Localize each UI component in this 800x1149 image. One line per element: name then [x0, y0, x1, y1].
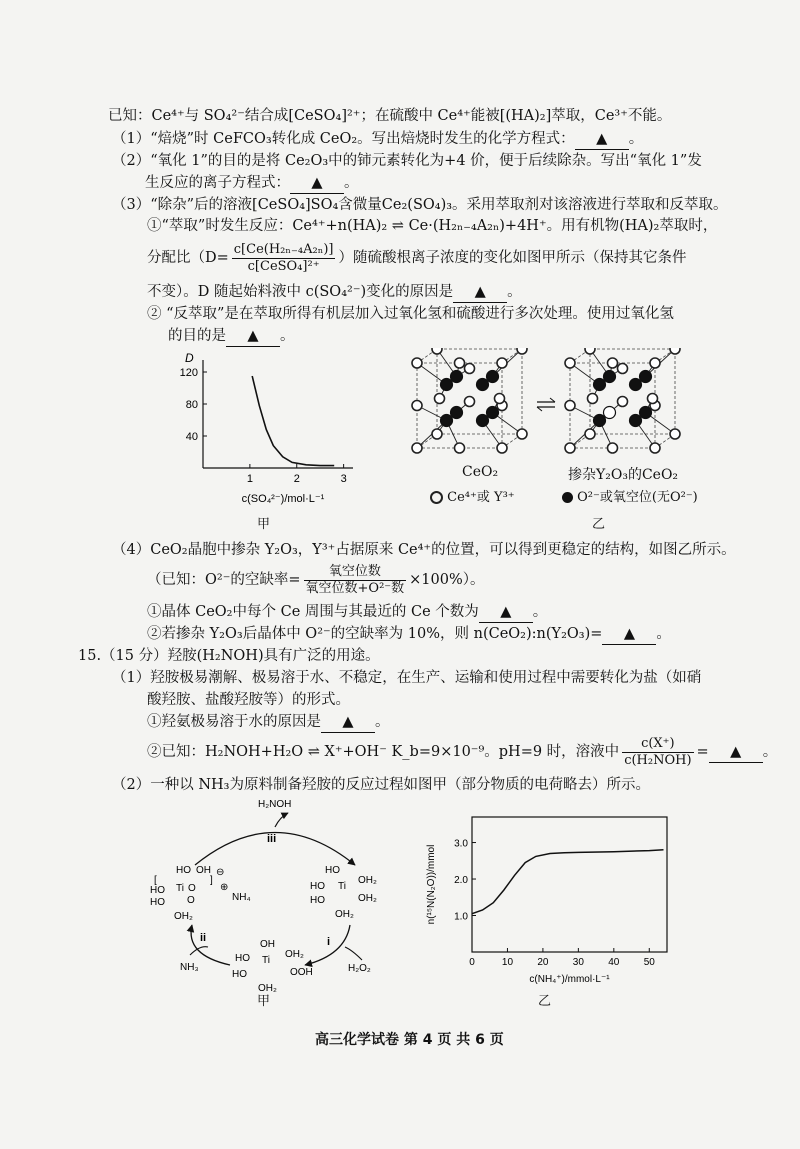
chart-jia	[168, 348, 368, 508]
y-tick-label: 120	[179, 367, 198, 379]
cation-atom	[588, 394, 598, 404]
data-curve	[252, 376, 334, 466]
y-tick-label: 1.0	[454, 911, 468, 923]
vacancy-rate-fraction: $\frac{\text{氧空位数}}{\text{氧空位数+O²⁻数}}$	[305, 563, 405, 596]
oxygen-atom	[451, 371, 463, 383]
arrow-h2o2-in	[345, 947, 362, 960]
oxygen-atom	[441, 415, 453, 427]
cation-atom	[650, 443, 660, 453]
complex-left	[150, 865, 251, 922]
legend-left: Ce⁴⁺或 Y³⁺	[430, 486, 515, 505]
cation-atom	[495, 394, 505, 404]
answer-blank[interactable]: ▲	[290, 173, 344, 194]
cation-atom	[565, 358, 575, 368]
figure-jia2-caption: 甲	[257, 994, 271, 1009]
cation-atom	[465, 364, 475, 374]
svg-text:O: O	[188, 883, 196, 894]
cation-atom	[465, 397, 475, 407]
svg-text:⊖: ⊖	[216, 867, 225, 878]
svg-text:OH₂: OH₂	[335, 909, 354, 920]
svg-text:HO: HO	[235, 953, 250, 964]
y-tick-label: 40	[185, 431, 198, 443]
cation-atom	[412, 401, 422, 411]
cation-atom	[432, 348, 442, 354]
cation-atom	[565, 443, 575, 453]
cation-atom	[497, 443, 507, 453]
oxygen-atom	[441, 379, 453, 391]
cation-atom	[497, 358, 507, 368]
chart-yi	[420, 812, 690, 992]
crystal-left-label: CeO₂	[462, 464, 499, 480]
arrow-h2noh-release	[275, 813, 288, 827]
oxygen-atom	[594, 415, 606, 427]
x-tick-label: 50	[643, 957, 655, 968]
x-tick-label: 20	[537, 957, 549, 968]
x-tick-label: 40	[608, 957, 620, 968]
y-tick-label: 2.0	[454, 875, 468, 887]
cation-atom	[455, 443, 465, 453]
svg-text:OOH: OOH	[290, 967, 313, 978]
oxygen-atom	[604, 371, 616, 383]
cation-atom	[585, 429, 595, 439]
question-15-1b: 酸羟胺、盐酸羟胺等）的形式。	[147, 692, 350, 708]
cation-atom	[412, 358, 422, 368]
svg-text:⊕: ⊕	[220, 882, 229, 893]
question-15-header: 15.（15 分）羟胺(H₂NOH)具有广泛的用途。	[78, 648, 380, 664]
svg-text:OH₂: OH₂	[174, 911, 193, 922]
oxygen-atom	[487, 407, 499, 419]
figure-yi2-caption: 乙	[538, 994, 552, 1009]
filled-circle-icon	[562, 492, 573, 503]
svg-text:Ti: Ti	[338, 881, 346, 892]
svg-text:[: [	[154, 875, 157, 886]
answer-blank[interactable]: ▲	[709, 742, 763, 763]
question-1: （1）“焙烧”时 CeFCO₃转化成 CeO₂。写出焙烧时发生的化学方程式： ▲ 。	[112, 129, 643, 150]
answer-blank[interactable]: ▲	[575, 129, 629, 150]
svg-text:HO: HO	[150, 897, 165, 908]
question-15-1a: （1）羟胺极易潮解、极易溶于水、不稳定，在生产、运输和使用过程中需要转化为盐（如硝	[112, 670, 702, 686]
complex-bottom	[232, 939, 313, 994]
cycle-nh4-label: NH₄	[232, 892, 251, 903]
oxygen-atom	[594, 379, 606, 391]
arrow-ii	[191, 925, 230, 965]
answer-blank[interactable]: ▲	[479, 602, 533, 623]
cycle-i-label: i	[327, 936, 331, 948]
answer-blank[interactable]: ▲	[226, 326, 280, 347]
question-3-2a: ② “反萃取”是在萃取所得有机层加入过氧化氢和硫酸进行多次处理。使用过氧化氢	[147, 306, 674, 322]
oxygen-atom	[477, 415, 489, 427]
svg-text:OH₂: OH₂	[358, 875, 377, 886]
svg-text:HO: HO	[232, 969, 247, 980]
question-2-line1: （2）“氧化 1”的目的是将 Ce₂O₃中的铈元素转化为+4 价，便于后续除杂。写出“氧化 1”发	[112, 153, 702, 169]
x-tick-label: 10	[501, 957, 514, 968]
cation-atom	[585, 348, 595, 354]
cycle-h2noh-label: H₂NOH	[258, 799, 292, 810]
svg-text:HO: HO	[310, 895, 325, 906]
question-3-1a: ①“萃取”时发生反应：Ce⁴⁺+n(HA)₂ ⇌ Ce·(H₂ₙ₋₄A₂ₙ)+4H⁺。用有机物(HA)₂萃取时，	[147, 218, 718, 234]
svg-text:HO: HO	[176, 865, 191, 876]
svg-text:O: O	[187, 895, 195, 906]
svg-text:OH₂: OH₂	[358, 893, 377, 904]
x-tick-label: 1	[246, 473, 253, 485]
cycle-ii-label: ii	[200, 932, 207, 944]
question-4-2: ②若掺杂 Y₂O₃后晶体中 O²⁻的空缺率为 10%，则 n(CeO₂):n(Y₂O₃)= ▲ 。	[147, 624, 671, 645]
answer-blank[interactable]: ▲	[602, 624, 656, 645]
svg-text:HO: HO	[150, 885, 165, 896]
figure-jia-caption: 甲	[257, 517, 271, 532]
answer-blank[interactable]: ▲	[321, 712, 375, 733]
cation-atom	[650, 358, 660, 368]
x-axis-label: c(SO₄²⁻)/mol·L⁻¹	[241, 493, 325, 505]
distribution-ratio-fraction: $\frac{\text{c[Ce(H₂ₙ₋₄A₂ₙ)]}}{\text{c[CeSO₄]²⁺}}$	[233, 241, 334, 274]
equilibrium-arrowhead-right	[550, 398, 555, 402]
equilibrium-arrowhead-left	[537, 407, 542, 411]
cation-atom	[412, 443, 422, 453]
question-4-1: ①晶体 CeO₂中每个 Ce 周围与其最近的 Ce 个数为 ▲ 。	[147, 602, 547, 623]
reaction-cycle-figure	[140, 795, 400, 1010]
oxygen-atom	[640, 407, 652, 419]
x-tick-label: 0	[469, 957, 475, 968]
question-3-2b: 的目的是 ▲ 。	[168, 326, 295, 347]
cation-atom	[565, 401, 575, 411]
known-condition: 已知：Ce⁴⁺与 SO₄²⁻结合成[CeSO₄]²⁺；在硫酸中 Ce⁴⁺能被[(HA)₂]萃取，Ce³⁺不能。	[108, 108, 672, 124]
x-tick-label: 2	[293, 473, 300, 485]
oxygen-atom	[451, 407, 463, 419]
svg-text:HO: HO	[325, 865, 340, 876]
oxygen-atom	[630, 415, 642, 427]
oxygen-atom	[477, 379, 489, 391]
y-axis-label: D	[185, 351, 194, 365]
page-footer: 高三化学试卷 第 4 页 共 6 页	[315, 1032, 504, 1048]
answer-blank[interactable]: ▲	[453, 282, 507, 303]
crystal-structure-figure	[405, 348, 730, 463]
svg-text:Ti: Ti	[176, 883, 184, 894]
ratio-fraction: $\frac{c(X^+)}{\text{c(H₂NOH)}}$	[624, 735, 692, 768]
cation-atom	[608, 443, 618, 453]
cation-atom	[517, 429, 527, 439]
cycle-nh3-label: NH₃	[180, 962, 199, 973]
crystal-ceo2	[412, 348, 527, 453]
oxygen-atom	[630, 379, 642, 391]
question-15-1d: ②已知：H₂NOH+H₂O ⇌ X⁺+OH⁻ K_b=9×10⁻⁹。pH=9 时，溶液中 $\frac{c(X^+)}{\text{c(H₂NOH)}}$ = ▲ 。	[147, 735, 778, 768]
cycle-iii-label: iii	[267, 833, 277, 845]
svg-text:OH₂: OH₂	[285, 949, 304, 960]
question-15-1c: ①羟氨极易溶于水的原因是 ▲ 。	[147, 712, 390, 733]
x-axis-label: c(NH₄⁺)/mmol·L⁻¹	[529, 974, 610, 985]
oxygen-vacancy	[604, 407, 616, 419]
cation-atom	[670, 429, 680, 439]
hollow-circle-icon	[430, 491, 443, 504]
svg-text:]: ]	[210, 875, 213, 886]
cation-atom	[517, 348, 527, 354]
cation-atom	[435, 394, 445, 404]
svg-text:OH: OH	[196, 865, 211, 876]
question-3-1b: 分配比（D= $\frac{\text{c[Ce(H₂ₙ₋₄A₂ₙ)]}}{\text{c[CeSO₄]²⁺}}$ ）随硫酸根离子浓度的变化如图甲所示（保持其它条件	[147, 241, 687, 274]
y-tick-label: 80	[185, 399, 198, 411]
cycle-h2o2-label: H₂O₂	[348, 963, 371, 974]
cation-atom	[432, 429, 442, 439]
cation-atom	[648, 394, 658, 404]
crystal-right-label: 掺杂Y₂O₃的CeO₂	[568, 467, 679, 483]
complex-right	[310, 865, 377, 920]
cation-atom	[618, 364, 628, 374]
svg-text:Ti: Ti	[262, 955, 270, 966]
cation-atom	[618, 397, 628, 407]
cation-atom	[455, 358, 465, 368]
x-tick-label: 3	[340, 473, 347, 485]
oxygen-atom	[487, 371, 499, 383]
plot-frame	[472, 817, 667, 952]
question-3-line1: （3）“除杂”后的溶液[CeSO₄]SO₄含微量Ce₂(SO₄)₃。采用萃取剂对该溶液进行萃取和反萃取。	[112, 197, 728, 213]
question-15-2: （2）一种以 NH₃为原料制备羟胺的反应过程如图甲（部分物质的电荷略去）所示。	[112, 777, 650, 793]
svg-text:OH₂: OH₂	[258, 983, 277, 994]
question-4-known: （已知：O²⁻的空缺率= $\frac{\text{氧空位数}}{\text{氧空位数+O²⁻数}}$ ×100%）。	[147, 563, 485, 596]
legend-right: O²⁻或氧空位(无O²⁻)	[562, 486, 698, 505]
y-tick-label: 3.0	[454, 838, 468, 850]
question-4-line1: （4）CeO₂晶胞中掺杂 Y₂O₃，Y³⁺占据原来 Ce⁴⁺的位置，可以得到更稳定的结构，如图乙所示。	[112, 542, 736, 558]
data-curve	[472, 850, 664, 914]
figure-yi-caption: 乙	[592, 517, 606, 532]
cation-atom	[608, 358, 618, 368]
crystal-doped	[565, 348, 680, 453]
svg-text:HO: HO	[310, 881, 325, 892]
y-axis-label: n(¹⁵N(N₂O))/mmol	[426, 844, 437, 925]
question-2-line2: 生反应的离子方程式： ▲ 。	[145, 173, 359, 194]
svg-text:OH: OH	[260, 939, 275, 950]
oxygen-atom	[640, 371, 652, 383]
x-tick-label: 30	[572, 957, 584, 968]
question-3-1c: 不变）。D 随起始料液中 c(SO₄²⁻)变化的原因是 ▲ 。	[147, 282, 522, 303]
cation-atom	[670, 348, 680, 354]
